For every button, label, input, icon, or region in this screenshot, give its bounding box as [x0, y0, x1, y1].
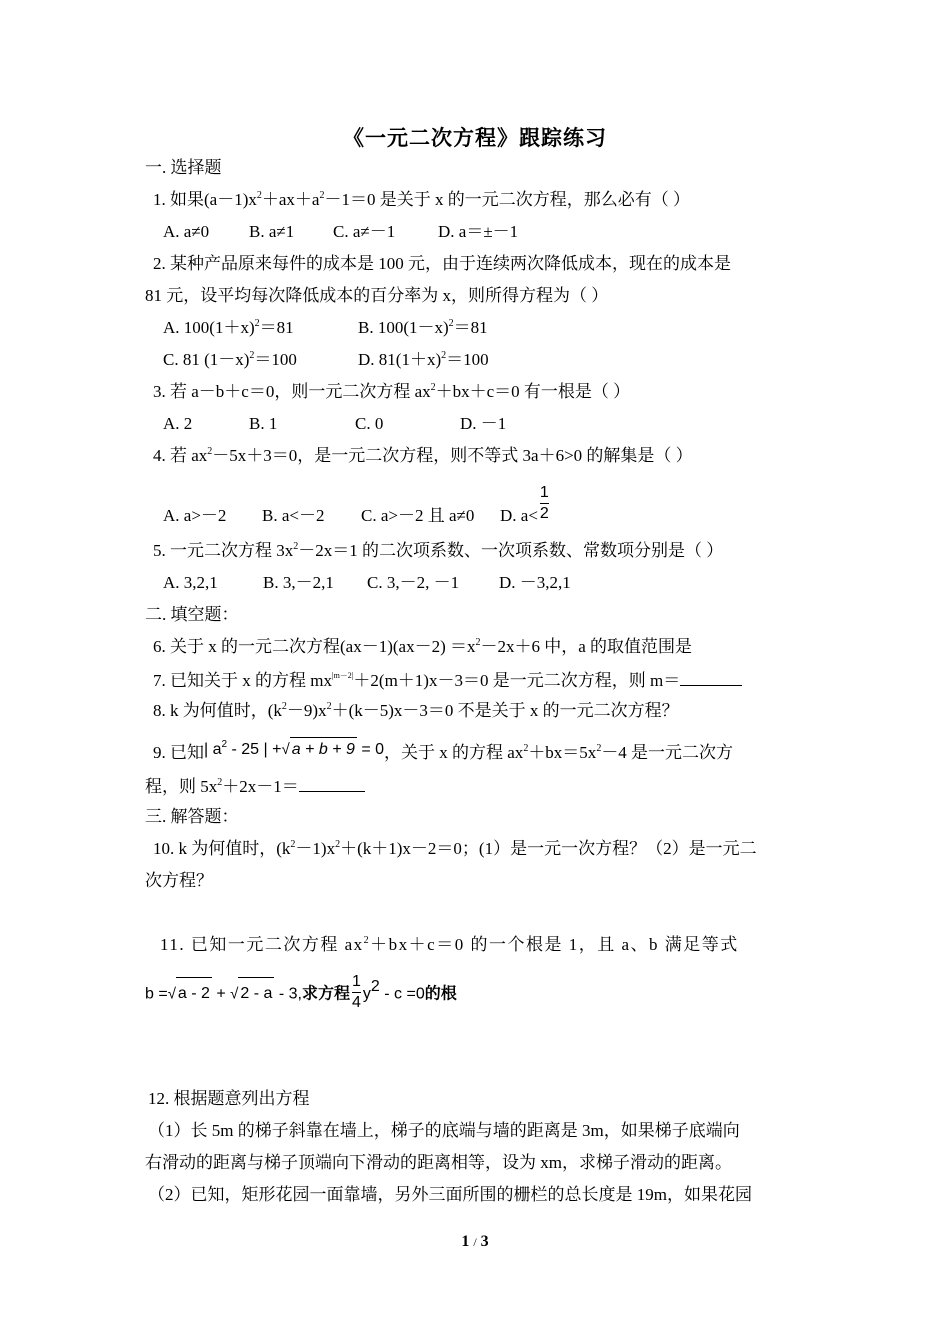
option-b: B. $100(1-x)^2=81$ [358, 318, 488, 337]
option-a: A. 2 [163, 414, 193, 433]
option-b: B. a≠1 [249, 222, 295, 241]
option-b: B. a<－2 [262, 506, 325, 525]
question-8: 8. k 为何值时，$(k^2-9)x^2+(k-5)x-3=0$ 不是关于 x 的一元二次方程？ [153, 701, 679, 720]
section-choice-heading: 一. 选择题 [145, 158, 222, 177]
question-4: 4. 若 $ax^2-5x+3=0$，是一元二次方程，则不等式 3a＋6>0 的解集是（ ） [153, 446, 693, 465]
section-answer-heading: 三. 解答题： [145, 807, 239, 826]
answer-blank[interactable] [680, 667, 742, 686]
question-3: 3. 若 a－b＋c＝0，则一元二次方程 $ax^2+bx+c=0$ 有一根是（ ） [153, 382, 631, 401]
option-d: D. a< $\frac{1}{2}$ [500, 483, 549, 525]
option-c: C. 81 $(1-x)^2=100$ [163, 350, 297, 369]
absolute-value-expression: | $a^2 - 25$ | +√ a + b + 9 = 0 [204, 741, 384, 758]
question-6: 6. 关于 x 的一元二次方程$(ax-1)(ax-2) =x^2-2x+6$ 中，a 的取值范围是 [153, 637, 693, 656]
answer-blank[interactable] [299, 773, 365, 792]
option-d: D. $81(1+x)^2=100$ [358, 350, 489, 369]
question-7: 7. 已知关于 x 的方程 $mx^{|m-2|}+2(m+1)x-3=0$ 是一元二次方程，则 m＝ [153, 667, 818, 696]
option-d: D. a＝±－1 [438, 222, 519, 241]
question-2: 2. 某种产品原来每件的成本是 100 元，由于连续两次降低成本，现在的成本是 [153, 254, 731, 273]
option-a: A. $100(1+x)^2=81$ [163, 318, 294, 337]
question-2-cont: 81 元，设平均每次降低成本的百分率为 x，则所得方程为（ ） [145, 286, 609, 305]
question-12: 12. 根据题意列出方程 [148, 1089, 310, 1108]
option-a: A. 3,2,1 [163, 573, 218, 592]
question-1: 1. 如果$(a-1)x^2+ax+a^2-1=0$ 是关于 x 的一元二次方程，那么必有（ ） [153, 190, 690, 209]
question-9: 9. 已知| $a^2 - 25$ | +√ a + b + 9 = 0，关于 x 的方程 $ax^2+bx=5x^2-4$ 是一元二次方 [153, 739, 734, 762]
option-b: B. 3,－2,1 [263, 573, 334, 592]
option-c: C. 0 [355, 414, 384, 433]
question-10: 10. k 为何值时，$(k^2-1)x^2+(k+1)x-2=0$；(1）是一元一次方程？（2）是一元二 [153, 839, 757, 858]
question-2-options-ab [163, 316, 828, 343]
question-3-options [163, 412, 828, 436]
option-a: A. a≠0 [163, 222, 210, 241]
fraction-one-half: $\frac{1}{2}$ [539, 483, 549, 522]
question-11: 11. 已知一元二次方程 $ax^2+bx+c=0$ 的一个根是 1，且 a、b 满足等式 [160, 935, 739, 954]
question-5: 5. 一元二次方程 $3x^2-2x=1$ 的二次项系数、一次项系数、常数项分别是（ ） [153, 541, 724, 560]
option-c: C. 3,－2, －1 [367, 573, 460, 592]
question-1-options [163, 220, 828, 244]
section-fill-heading: 二. 填空题： [145, 605, 239, 624]
fraction-one-quarter: $\frac{1}{4}$ [352, 973, 361, 1011]
option-a: A. a>－2 [163, 506, 227, 525]
question-10-cont: 次方程？ [145, 871, 213, 890]
option-c: C. a>－2 且 a≠0 [361, 506, 475, 525]
option-d: D. －3,2,1 [499, 573, 571, 592]
question-9-cont: 程，则 $5x^2+2x-1=$ [145, 773, 810, 802]
question-12-part-2: （2）已知，矩形花园一面靠墙，另外三面所围的栅栏的总长度是 19m，如果花园 [148, 1185, 752, 1204]
option-d: D. －1 [460, 414, 507, 433]
question-2-options-cd [163, 348, 828, 375]
question-12-part-1-cont: 右滑动的距离与梯子顶端向下滑动的距离相等，设为 xm，求梯子滑动的距离。 [145, 1153, 732, 1172]
page-number: 1 / 3 [461, 1233, 489, 1250]
option-c: C. a≠－1 [333, 222, 396, 241]
question-5-options [163, 571, 828, 595]
option-b: B. 1 [249, 414, 278, 433]
question-12-part-1: （1）长 5m 的梯子斜靠在墙上，梯子的底端与墙的距离是 3m，如果梯子底端向 [148, 1121, 740, 1140]
question-4-options [163, 483, 828, 540]
question-11-formula: b =√ a - 2 + √ 2 - a - 3,求方程 $\frac{1}{4}$ y2 - c =0的根 [145, 973, 457, 1011]
document-title: 《一元二次方程》跟踪练习 [343, 126, 607, 150]
